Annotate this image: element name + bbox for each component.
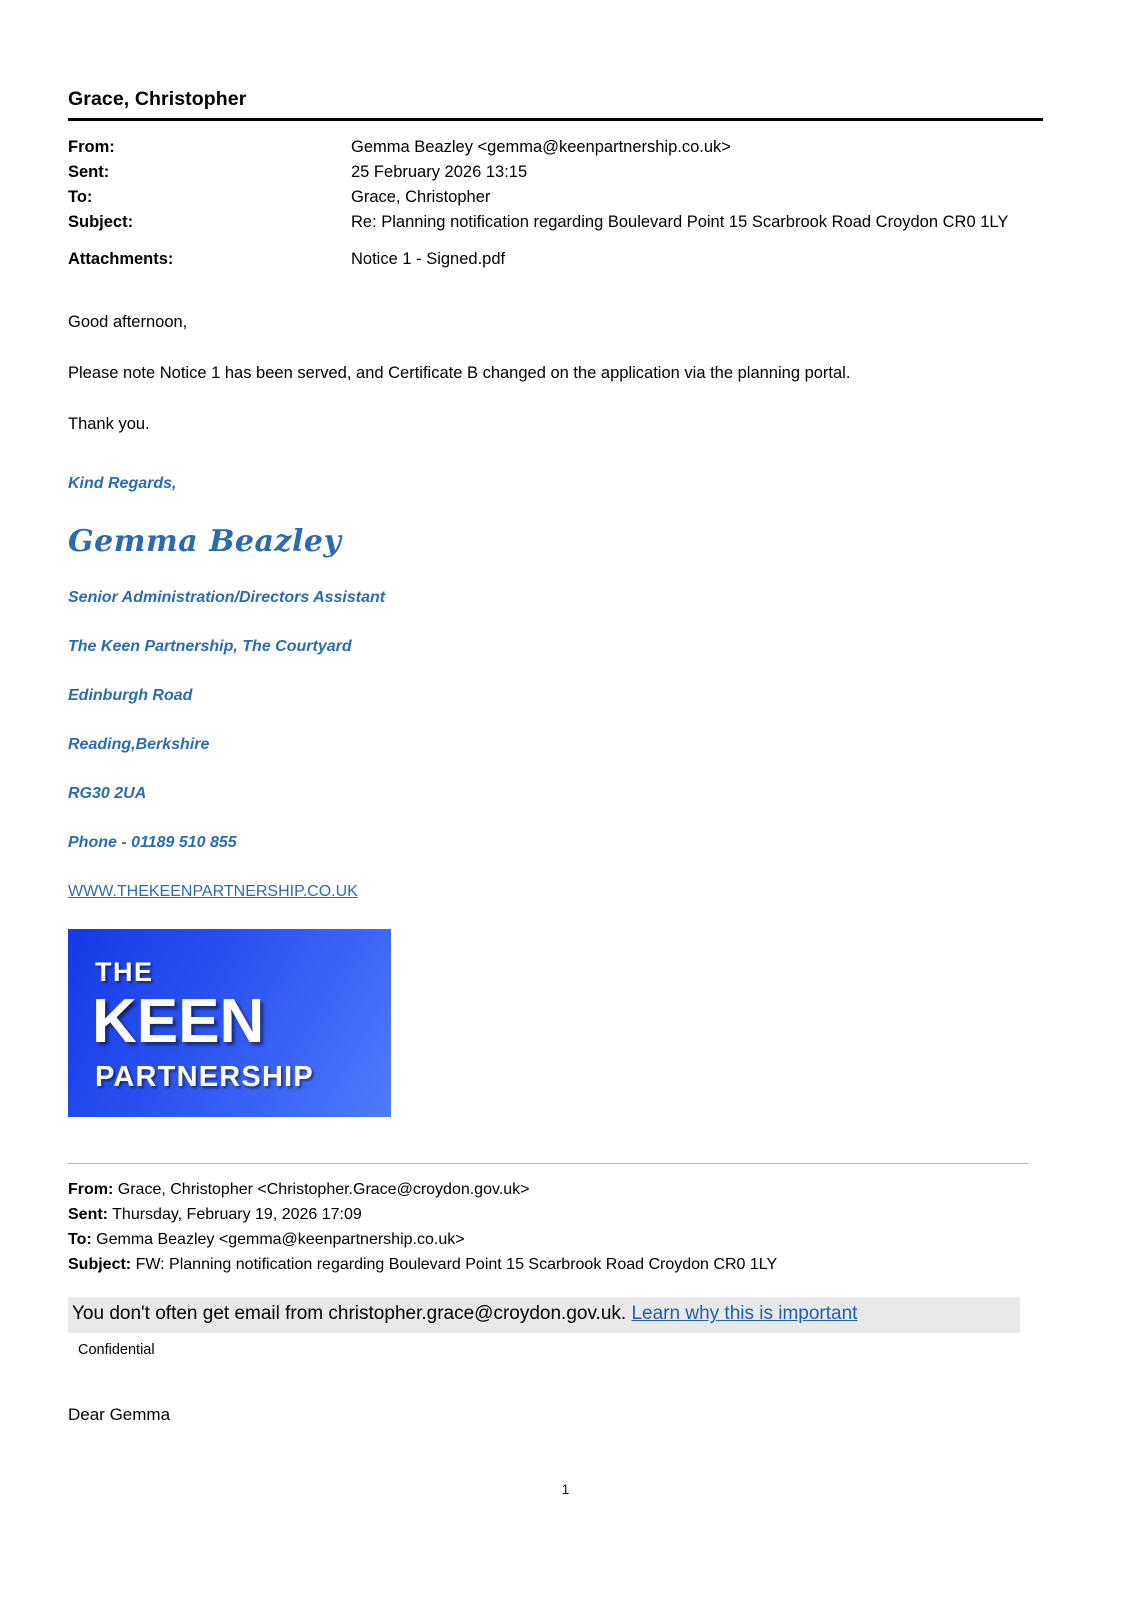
logo-text-keen: KEEN: [92, 986, 265, 1056]
quoted-label-from: From:: [68, 1180, 114, 1198]
document-content: [68, 88, 1043, 1425]
quoted-label-to: To:: [68, 1230, 92, 1248]
confidential-label: Confidential: [78, 1342, 155, 1359]
signature-website-link[interactable]: WWW.THEKEENPARTNERSHIP.CO.UK: [68, 882, 358, 900]
header-label-attachments: Attachments:: [68, 250, 174, 269]
page-title: Grace, Christopher: [68, 88, 247, 110]
attachment-item[interactable]: Notice 1 - Signed.pdf: [351, 250, 506, 269]
signature-kind-regards: Kind Regards,: [68, 474, 177, 492]
header-value-subject: Re: Planning notification regarding Boulevard Point 15 Scarbrook Road Croydon CR0 1LY: [351, 213, 1009, 232]
header-row-subject: [68, 210, 1043, 235]
body-paragraph-2: Thank you.: [68, 414, 150, 433]
logo-text-partnership: PARTNERSHIP: [95, 1060, 314, 1093]
header-label-to: To:: [68, 188, 93, 207]
header-row-to: [68, 185, 1043, 210]
keen-partnership-logo: [68, 929, 391, 1117]
header-label-from: From:: [68, 138, 115, 156]
signature-job-title: Senior Administration/Directors Assistant: [68, 588, 386, 606]
external-sender-banner: [68, 1297, 1020, 1333]
header-value-sent: 25 February 2026 13:15: [351, 163, 528, 182]
quoted-to-row: [68, 1228, 1043, 1253]
header-value-to: Grace, Christopher: [351, 188, 491, 207]
header-value-from: Gemma Beazley <gemma@keenpartnership.co.uk>: [351, 138, 731, 156]
quoted-label-sent: Sent:: [68, 1205, 108, 1223]
body-greeting: Good afternoon,: [68, 313, 188, 332]
quoted-message-header: [68, 1178, 1043, 1278]
header-label-subject: Subject:: [68, 213, 134, 232]
quoted-sent-row: [68, 1203, 1043, 1228]
signature-block: [68, 475, 1043, 923]
quoted-value-from: Grace, Christopher <Christopher.Grace@croydon.gov.uk>: [117, 1180, 530, 1198]
signature-name: Gemma Beazley: [68, 523, 342, 559]
title-divider: [68, 118, 1043, 121]
banner-text: You don't often get email from christopher.grace@croydon.gov.uk.: [72, 1303, 627, 1325]
page-number: 1: [561, 1482, 570, 1497]
header-label-sent: Sent:: [68, 163, 110, 182]
header-row-sent: [68, 160, 1043, 185]
banner-learn-why-link[interactable]: Learn why this is important: [631, 1303, 858, 1325]
email-header-table: [68, 135, 1043, 272]
header-row-from: [68, 135, 1043, 160]
header-row-spacer: [68, 235, 1043, 247]
signature-phone: Phone - 01189 510 855: [68, 833, 237, 851]
quoted-subject-row: [68, 1253, 1043, 1278]
quoted-message-divider: [68, 1163, 1028, 1164]
quoted-value-sent: Thursday, February 19, 2026 17:09: [112, 1205, 362, 1223]
signature-postcode: RG30 2UA: [68, 784, 147, 802]
signature-address-line2: Reading,Berkshire: [68, 735, 210, 753]
quoted-label-subject: Subject:: [68, 1255, 132, 1273]
logo-text-the: THE: [95, 956, 154, 987]
body-paragraph-1: Please note Notice 1 has been served, and Certificate B changed on the application via the planning portal.: [68, 364, 851, 383]
quoted-from-row: [68, 1178, 1043, 1203]
quoted-body-greeting: Dear Gemma: [68, 1405, 171, 1425]
quoted-value-subject: FW: Planning notification regarding Boulevard Point 15 Scarbrook Road Croydon CR0 1LY: [135, 1255, 778, 1273]
header-row-attachments: [68, 247, 1043, 272]
signature-company: The Keen Partnership, The Courtyard: [68, 637, 352, 655]
signature-address-line1: Edinburgh Road: [68, 686, 193, 704]
quoted-value-to: Gemma Beazley <gemma@keenpartnership.co.uk>: [96, 1230, 465, 1248]
